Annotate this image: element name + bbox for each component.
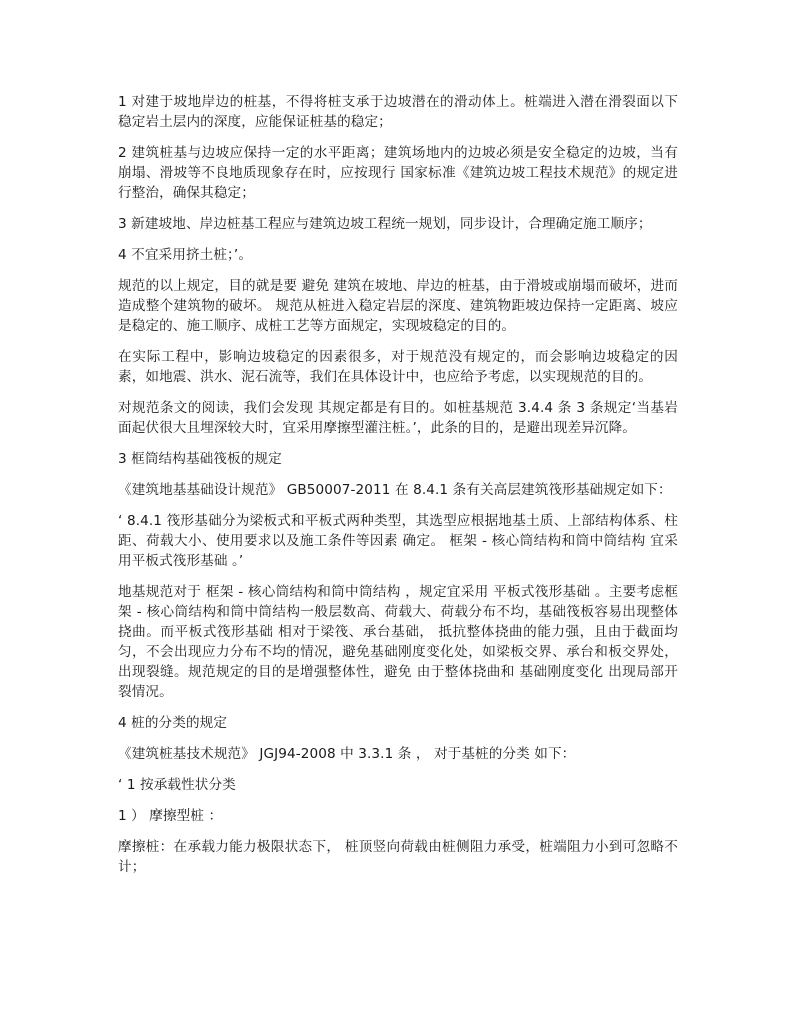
paragraph-pile-slope-2: 2 建筑桩基与边坡应保持一定的水平距离；建筑场地内的边坡必须是安全稳定的边坡，当有崩塌、滑坡等不良地质现象存在时，应按现行 国家标准《建筑边坡工程技术规范》的规定进行整治，确保其稳定；: [118, 145, 678, 201]
paragraph-raft-explanation: 地基规范对于 框架 - 核心筒结构和筒中筒结构 ，规定宜采用 平板式筏形基础 。主要考虑框 架 - 核心筒结构和筒中筒结构一般层数高、荷载大、荷载分布不均，基础筏板容易出现整体挠曲。而平板式筏形基础 相对于梁筏、承台基础， 抵抗整体挠曲的能力强，且由于截面均匀，不会出现应力分布不均的情况，避免基础刚度变化处，如梁板交界、承台和板交界处，出现裂缝。规范规定的目的是增强整体性，避免 由于整体挠曲和 基础刚度变化 出现局部开裂情况。: [118, 584, 678, 700]
paragraph-jgj94-intro: 《建筑桩基技术规范》 JGJ94-2008 中 3.3.1 条 ， 对于基桩的分类 如下：: [118, 746, 576, 762]
list-heading-bearing: ‘ 1 按承载性状分类: [118, 777, 236, 793]
document-page: [118, 92, 678, 888]
section-heading-raft: 3 框筒结构基础筏板的规定: [118, 451, 282, 467]
paragraph-reading-clauses: 对规范条文的阅读，我们会发现 其规定都是有目的。如桩基规范 3.4.4 条 3 条规定‘当基岩面起伏很大且埋深较大时，宜采用摩擦型灌注桩。’，此条的目的，是避出现差异沉降。: [118, 400, 678, 436]
paragraph-clause-8-4-1: ‘ 8.4.1 筏形基础分为梁板式和平板式两种类型，其选型应根据地基土质、上部结构体系、柱距、荷载大小、使用要求以及施工条件等因素 确定。 框架 - 核心筒结构和筒中筒结构 宜采用平板式筏形基础 。’: [118, 513, 678, 569]
paragraph-gb50007-intro: 《建筑地基基础设计规范》 GB50007-2011 在 8.4.1 条有关高层建筑筏形基础规定如下：: [118, 482, 672, 498]
paragraph-practice-factors: 在实际工程中，影响边坡稳定的因素很多，对于规范没有规定的，而会影响边坡稳定的因素，如地震、洪水、泥石流等，我们在具体设计中，也应给予考虑，以实现规范的目的。: [118, 349, 678, 385]
list-item-friction-pile: 1 ） 摩擦型桩 ：: [118, 808, 223, 824]
paragraph-pile-slope-3: 3 新建坡地、岸边桩基工程应与建筑边坡工程统一规划，同步设计，合理确定施工顺序；: [118, 216, 652, 232]
paragraph-friction-definition: 摩擦桩：在承载力能力极限状态下， 桩顶竖向荷载由桩侧阻力承受，桩端阻力小到可忽略不计；: [118, 839, 678, 875]
paragraph-purpose-explanation: 规范的以上规定，目的就是要 避免 建筑在坡地、岸边的桩基，由于滑坡或崩塌而破坏，进而造成整个建筑物的破坏。 规范从桩进入稳定岩层的深度、建筑物距坡边保持一定距离、坡应是稳定的、施工顺序、成桩工艺等方面规定，实现坡稳定的目的。: [118, 278, 678, 334]
section-heading-pile-classification: 4 桩的分类的规定: [118, 715, 228, 731]
paragraph-pile-slope-4: 4 不宜采用挤土桩；’。: [118, 247, 253, 263]
paragraph-pile-slope-1: 1 对建于坡地岸边的桩基，不得将桩支承于边坡潜在的滑动体上。桩端进入潜在滑裂面以下稳定岩土层内的深度，应能保证桩基的稳定；: [118, 94, 678, 130]
